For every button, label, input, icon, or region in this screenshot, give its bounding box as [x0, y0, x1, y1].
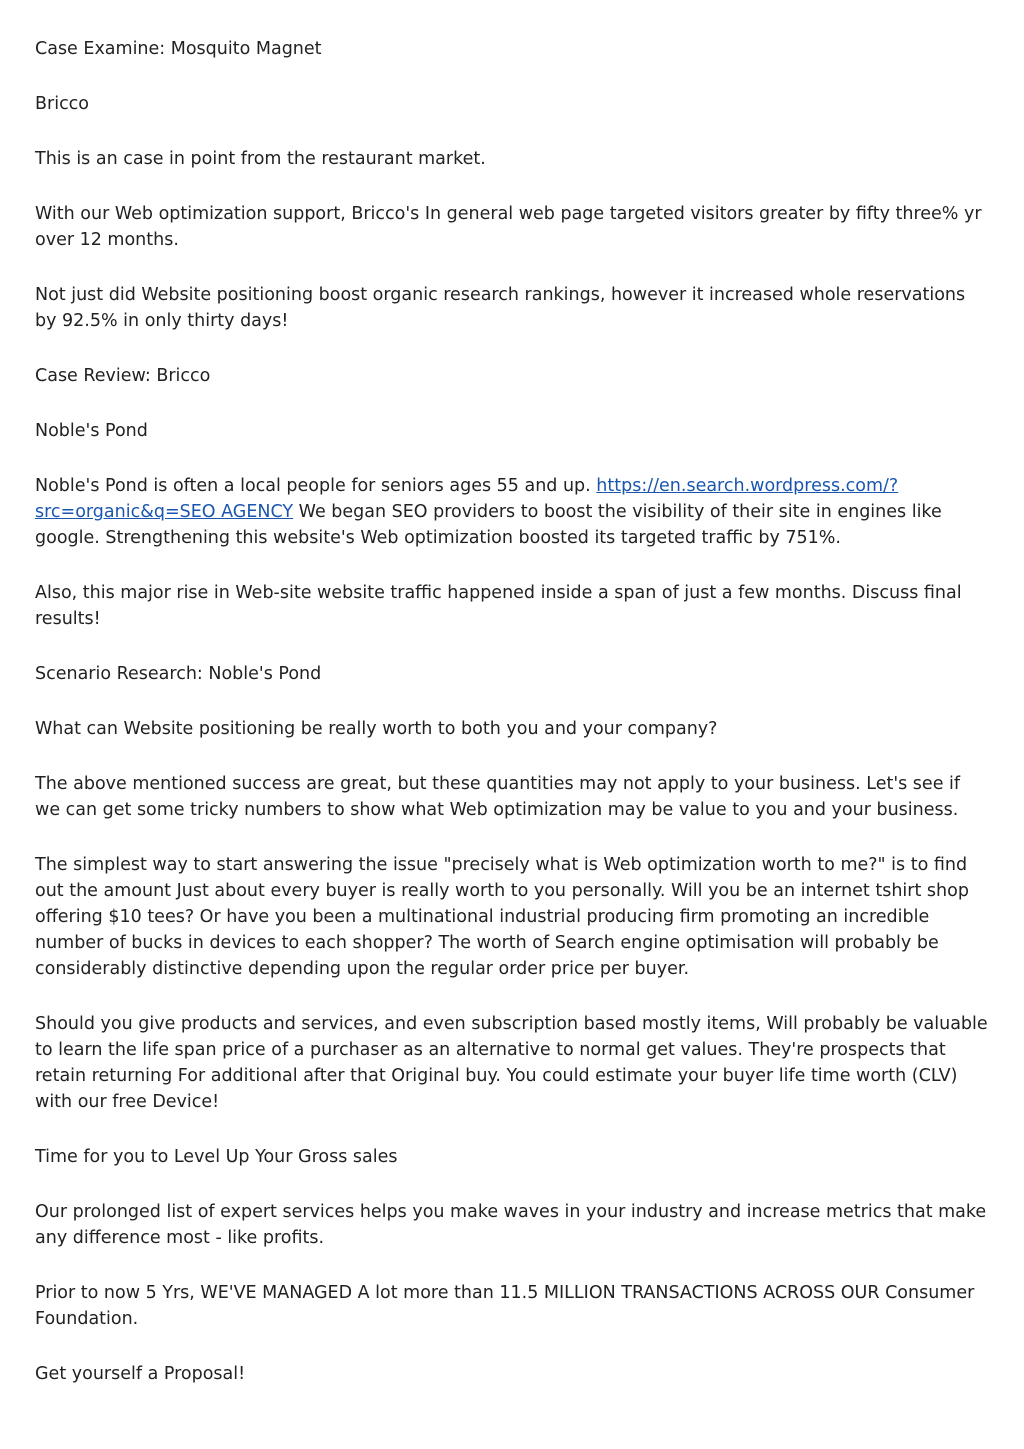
document-body	[35, 36, 990, 1416]
paragraph-traffic-rise: Also, this major rise in Web-site website traffic happened inside a span of just a few months. Discuss final results!	[35, 583, 962, 629]
seo-agency-link[interactable]: https://en.search.wordpress.com/?src=organic&q=SEO AGENCY	[35, 476, 899, 522]
paragraph-nobles-pond	[35, 473, 990, 551]
heading-nobles-pond: Noble's Pond	[35, 421, 148, 441]
paragraph-restaurant-example: This is an case in point from the restaurant market.	[35, 149, 486, 169]
cta-get-proposal: Get yourself a Proposal!	[35, 1364, 246, 1384]
paragraph-expert-services: Our prolonged list of expert services helps you make waves in your industry and increase metrics that make any difference most - like profits.	[35, 1202, 987, 1248]
heading-level-up-sales: Time for you to Level Up Your Gross sales	[35, 1147, 398, 1167]
heading-scenario-nobles-pond: Scenario Research: Noble's Pond	[35, 664, 322, 684]
nobles-pond-results-text: We began SEO providers to boost the visibility of their site in engines like google. Strengthening this website's Web optimization boosted its targeted traffic by 751%.	[35, 502, 942, 548]
paragraph-transactions: Prior to now 5 Yrs, WE'VE MANAGED A lot more than 11.5 MILLION TRANSACTIONS ACROSS OUR Consumer Foundation.	[35, 1283, 975, 1329]
heading-bricco: Bricco	[35, 94, 90, 114]
paragraph-bricco-reservations: Not just did Website positioning boost organic research rankings, however it increased whole reservations by 92.5% in only thirty days!	[35, 285, 966, 331]
paragraph-success-numbers: The above mentioned success are great, but these quantities may not apply to your business. Let's see if we can get some tricky numbers to show what Web optimization may be value to you and your business.	[35, 774, 961, 820]
paragraph-seo-worth-question: What can Website positioning be really worth to both you and your company?	[35, 719, 718, 739]
paragraph-lifetime-value: Should you give products and services, and even subscription based mostly items, Will probably be valuable to learn the life span price of a purchaser as an alternative to normal get values. They're prospects that retain returning For additional after that Original buy. You could estimate your buyer life time worth (CLV) with our free Device!	[35, 1014, 988, 1112]
heading-case-mosquito-magnet: Case Examine: Mosquito Magnet	[35, 39, 322, 59]
heading-case-review-bricco: Case Review: Bricco	[35, 366, 211, 386]
paragraph-bricco-traffic: With our Web optimization support, Bricco's In general web page targeted visitors greater by fifty three% yr over 12 months.	[35, 204, 982, 250]
paragraph-buyer-value: The simplest way to start answering the issue "precisely what is Web optimization worth to me?" is to find out the amount Just about every buyer is really worth to you personally. Will you be an internet tshirt shop offering $10 tees? Or have you been a multinational industrial producing firm promoting an incredible number of bucks in devices to each shopper? The worth of Search engine optimisation will probably be considerably distinctive depending upon the regular order price per buyer.	[35, 855, 969, 979]
nobles-pond-intro-text: Noble's Pond is often a local people for seniors ages 55 and up.	[35, 476, 597, 496]
